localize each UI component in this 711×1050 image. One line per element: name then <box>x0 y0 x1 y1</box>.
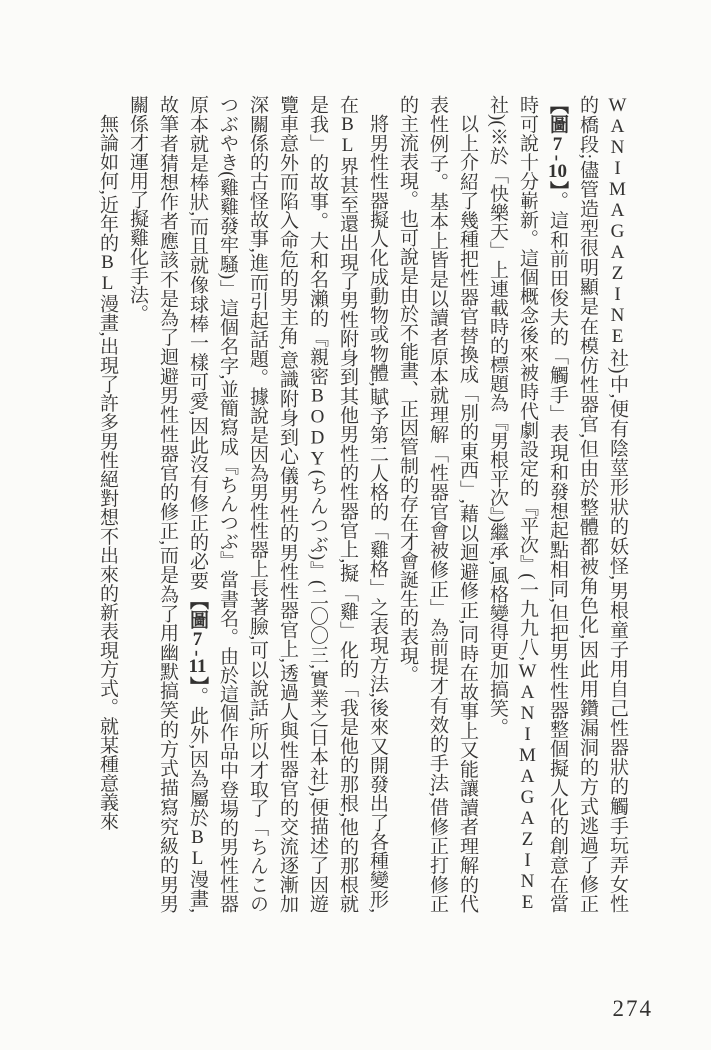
text-segment: (ちんつぶ)』(二〇〇三,實業之日本社),便描述了因遊覽車意外而陷入命危的男主角,意識附身到心儀男性的男性性器官上,透過人與性器官的交流逐漸加深關係的古怪故事,進而引起話題。據說是因為男性性器上長著臉,可以說話,所以才取了「ちんこのつぶやき(雞雞發牢騷)」這個名字,並簡寫成『ちんつぶ』當書名。由於這個作品中登場的男性性器原本就是棒狀,而且就像球棒一樣可愛,因此沒有修正的必要 <box>187 95 328 914</box>
figure-reference: 】 <box>547 180 568 191</box>
figure-reference: 【圖 <box>547 95 568 134</box>
paragraph <box>392 95 482 913</box>
text-segment: 社)(※於「快樂天」上連載時的標題為『男根平次』)繼承,風格變得更加搞笑。 <box>487 95 508 737</box>
paragraph <box>92 95 122 913</box>
text-segment: 以上介紹了幾種把性器官替換成「別的東西」,藉以迴避修正,同時在故事上又能讓讀者理解的代表性例子。基本上皆是以讀者原本就理解「性器官會被修正」為前提才有效的手法,借修正打修正的主流表現。也可說是由於不能畫、正因管制的存在才會誕生的表現。 <box>397 95 478 913</box>
text-segment: 將男性性器擬人化成動物或物體,賦予第二人格的「雞格」之表現方法,後來又開發出了各種變形,在 <box>337 95 388 914</box>
page-number: 274 <box>612 996 653 1021</box>
figure-reference: 10 <box>548 161 567 181</box>
text-segment: 漫畫,出現了許多男性絕對想不出來的新表現方式。就某種意義來 <box>97 293 118 831</box>
figure-reference: 【圖 <box>187 590 208 630</box>
figure-reference: - <box>187 650 208 657</box>
figure-reference: - <box>547 154 568 162</box>
text-segment: BODY <box>307 385 328 470</box>
text-segment: BL <box>187 827 208 870</box>
text-segment: 漫畫,故筆者猜想作者應該不是為了迴避男性性器官的修正,而是為了用幽默搞笑的方式描寫究級的男男關係才運用了擬雞化手法。 <box>127 95 208 914</box>
text-segment: WANIMAGAZINE <box>517 661 538 913</box>
figure-reference: 7 <box>547 133 568 155</box>
figure-reference: 11 <box>188 656 207 676</box>
text-block <box>92 95 632 913</box>
text-segment: 。此外,因為屬於 <box>187 686 208 828</box>
paragraph <box>482 95 632 913</box>
text-segment: 。這和前田俊夫的「觸手」表現和發想起點相同,但把男性性器整個擬人化的創意在當時可說十分嶄新。這個概念後來被時代劇設定的『平次』(一九九八, <box>517 95 568 914</box>
text-segment: WANIMAGAZINE <box>607 95 628 347</box>
paragraph <box>122 95 392 913</box>
text-segment: 無論如何,近年的 <box>97 114 118 252</box>
text-segment: BL <box>97 251 118 294</box>
text-segment: 界甚至還出現了男性附身到其他男性的性器官上,擬「雞」化的「我是他的那根,他的那根就是我」的故事。大和名瀨的『親密 <box>307 95 358 914</box>
text-segment: 社)中,便有陰莖形狀的妖怪,男根童子用自己性器狀的觸手玩弄女性的橋段;儘管造型很明顯是在模仿性器官,但由於整體都被角色化,因此用鑽漏洞的方式逃過了修正 <box>577 95 628 913</box>
text-segment: BL <box>337 114 358 157</box>
figure-reference: 】 <box>187 676 208 687</box>
figure-reference: 7 <box>187 629 208 651</box>
